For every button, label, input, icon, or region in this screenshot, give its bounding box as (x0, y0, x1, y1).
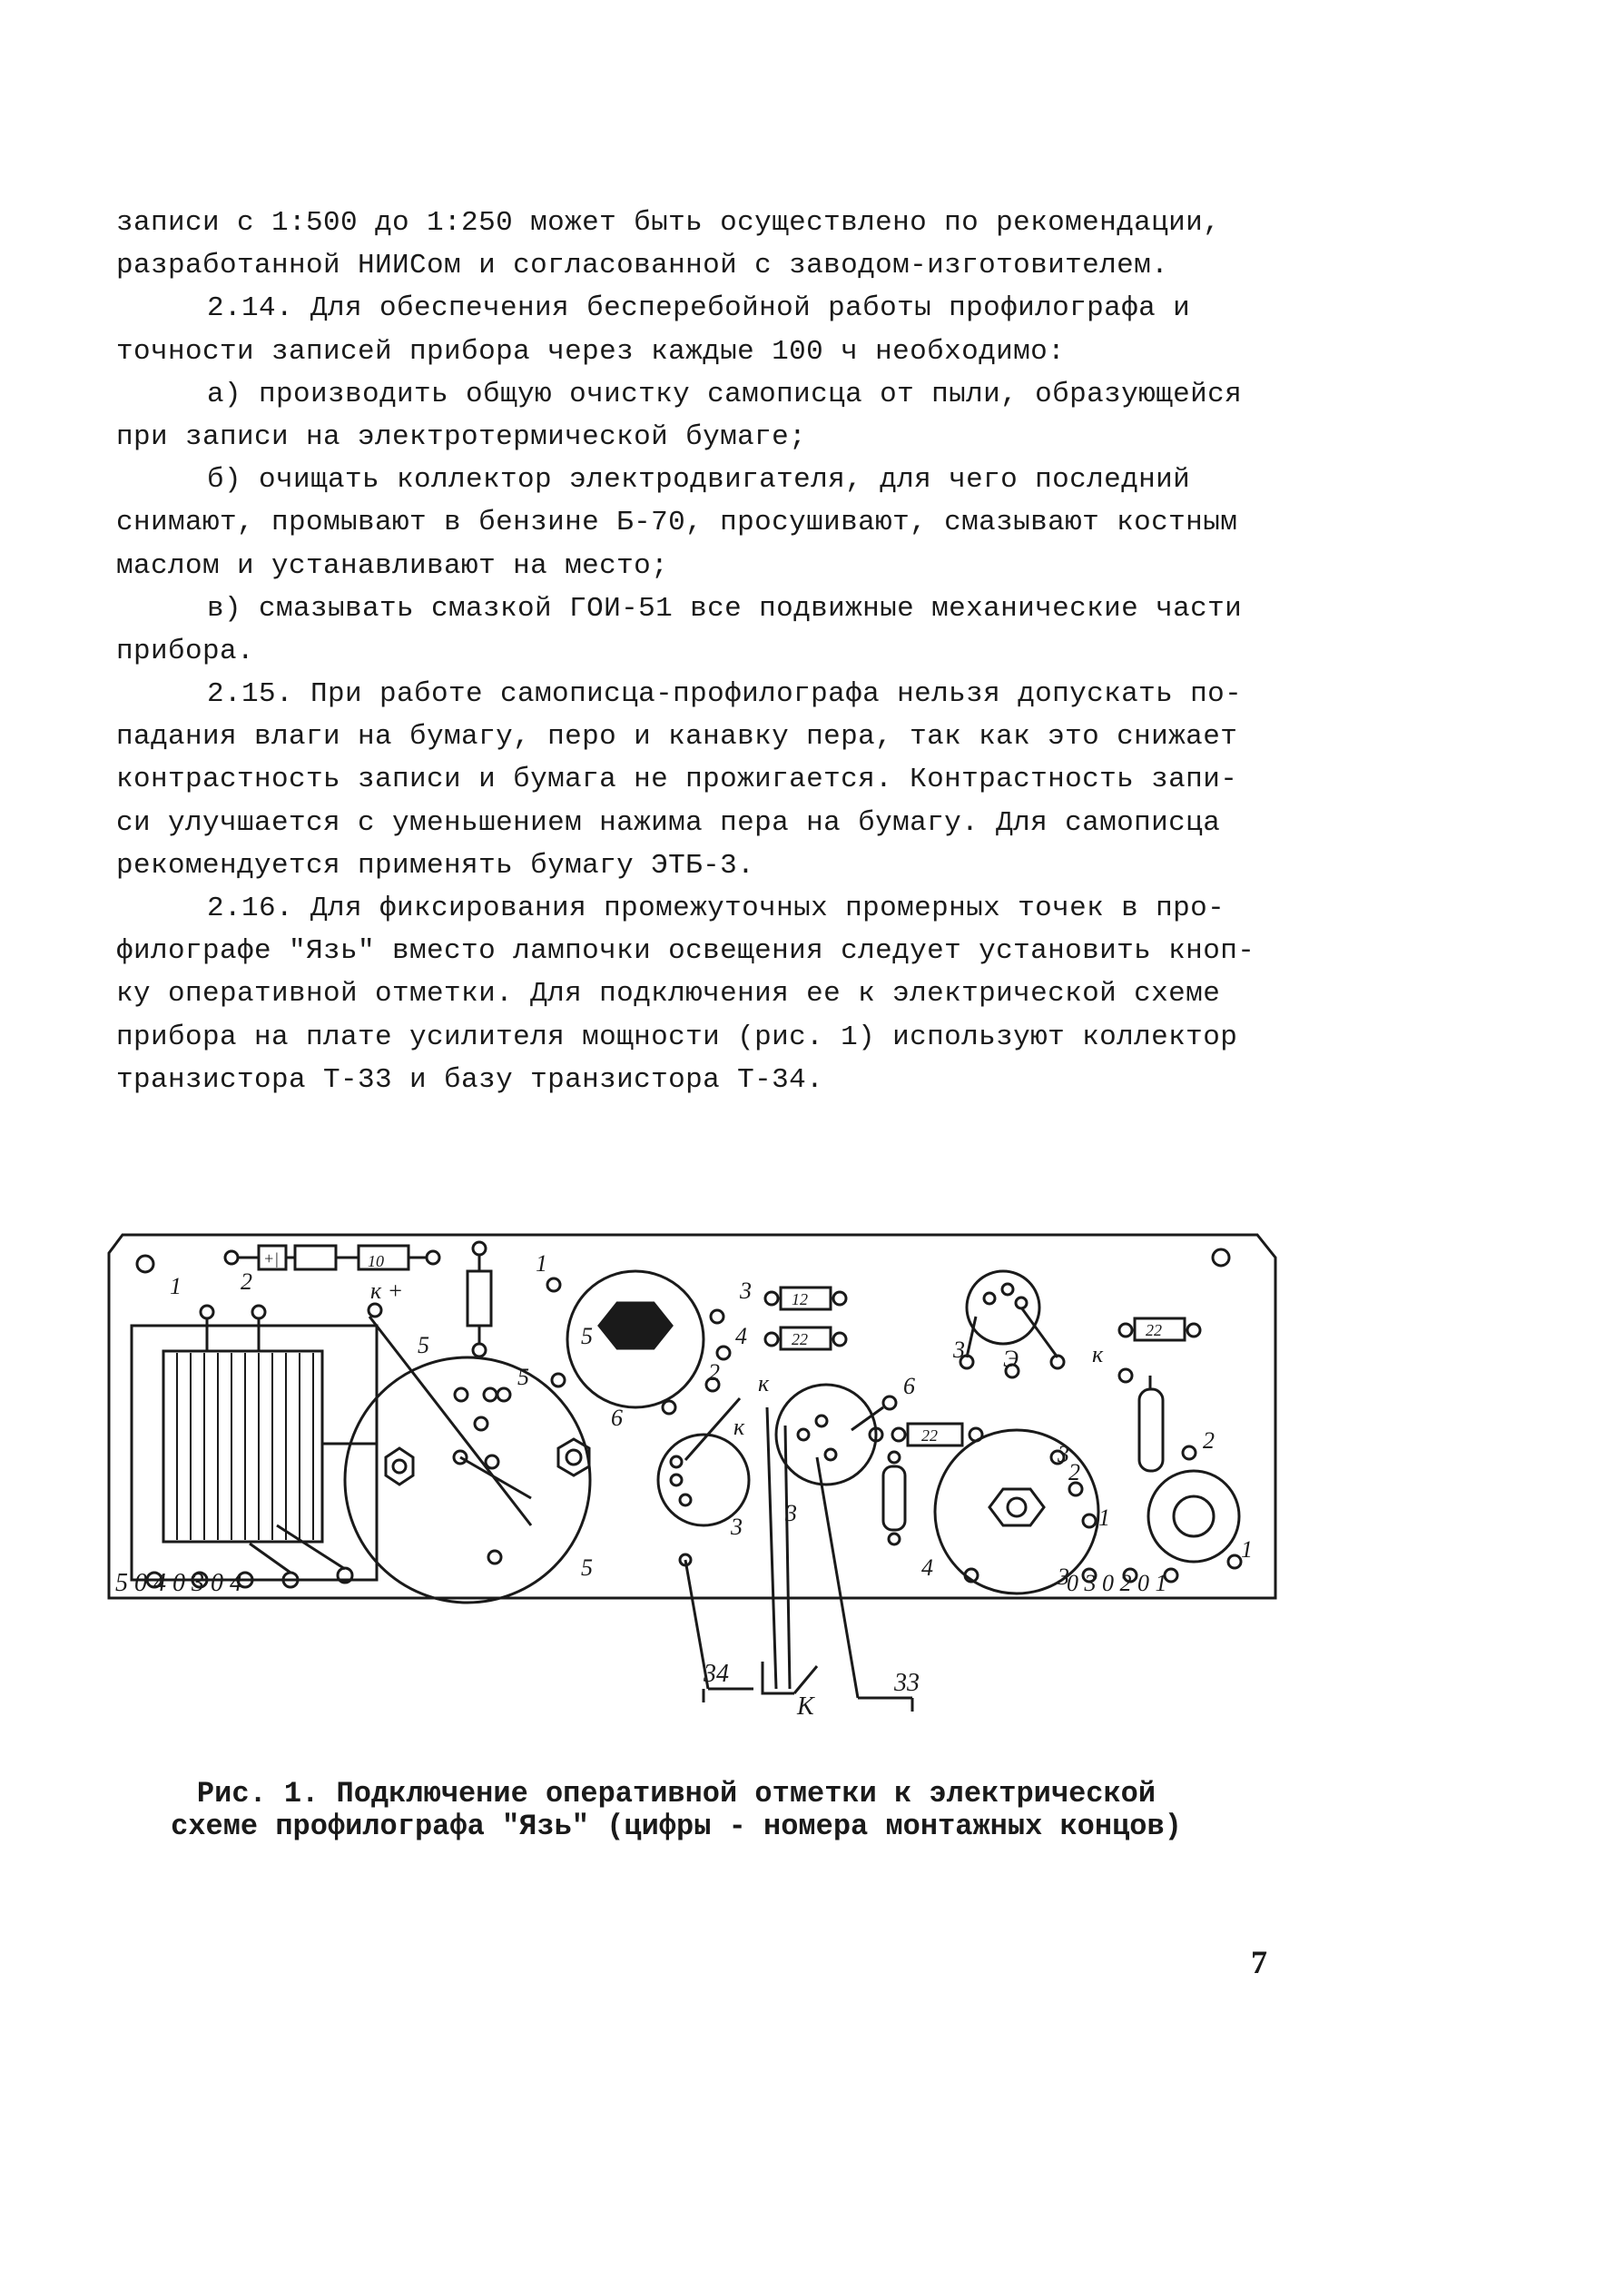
label: Э (1003, 1346, 1019, 1372)
text-line: записи с 1:500 до 1:250 может быть осуществлено по рекомендации, (116, 207, 1221, 239)
text-line: 2.14. Для обеспечения бесперебойной работы профилографа и (207, 292, 1191, 325)
label: 1 (536, 1250, 547, 1277)
resistor-label: 22 (792, 1330, 808, 1348)
wire-label-34: 34 (704, 1660, 729, 1688)
resistor-label: 22 (921, 1426, 938, 1445)
label: 3 (1058, 1441, 1069, 1467)
text-line: маслом и устанавливают на место; (116, 549, 669, 582)
text-line: снимают, промывают в бензине Б-70, просушивают, смазывают костным (116, 507, 1238, 539)
capacitor-large-2 (935, 1430, 1098, 1593)
resistor-vertical (468, 1271, 491, 1326)
label: 5 (418, 1332, 429, 1358)
nut-left (386, 1448, 413, 1485)
terminal-labels: 0 3 0 2 0 1 (1067, 1570, 1167, 1596)
text-line: 2.15. При работе самописца-профилографа нельзя допускать по- (207, 678, 1243, 711)
label: 2 (708, 1359, 720, 1386)
label: 1 (170, 1273, 182, 1299)
caption-line-1: Рис. 1. Подключение оперативной отметки к электрической (196, 1777, 1156, 1810)
resistor-label: 10 (368, 1252, 384, 1270)
label: 3 (785, 1500, 797, 1526)
capacitor (295, 1246, 336, 1269)
inductor (1139, 1389, 1163, 1471)
diode-label: +| (263, 1249, 280, 1268)
text-line: точности записей прибора через каждые 100 ч необходимо: (116, 335, 1066, 368)
label: к + (370, 1278, 404, 1304)
label: 4 (921, 1554, 933, 1581)
mount-hole (137, 1256, 153, 1272)
label: 6 (611, 1405, 623, 1431)
board-outline (109, 1235, 1275, 1598)
transistor-body (599, 1303, 672, 1348)
text-line: транзистора Т-33 и базу транзистора Т-34. (116, 1063, 824, 1096)
label: к (1092, 1341, 1104, 1367)
text-line: падания влаги на бумагу, перо и канавку пера, так как это снижает (116, 721, 1238, 754)
wire-label-33: 33 (894, 1669, 920, 1697)
resistor-label: 12 (792, 1290, 808, 1308)
text-line: б) очищать коллектор электродвигателя, для чего последний (207, 464, 1191, 497)
label: 3 (740, 1278, 752, 1304)
label: 6 (903, 1373, 915, 1399)
label: 5 (581, 1554, 593, 1581)
label: 2 (1203, 1427, 1215, 1454)
text-line: 2.16. Для фиксирования промежуточных промерных точек в про- (207, 893, 1225, 924)
nut-right (558, 1439, 589, 1475)
text-line: рекомендуется применять бумагу ЭТБ-3. (116, 849, 755, 882)
label: 3 (953, 1337, 965, 1363)
label: 2 (241, 1268, 252, 1295)
text-line: си улучшается с уменьшением нажима пера на бумагу. Для самописца (116, 806, 1221, 839)
transistor-top-right (967, 1271, 1039, 1344)
text-line: разработанной НИИСом и согласованной с заводом-изготовителем. (116, 250, 1169, 282)
label: 1 (1098, 1505, 1110, 1531)
label: 5 (517, 1364, 529, 1390)
text-line: в) смазывать смазкой ГОИ-51 все подвижные механические части (207, 592, 1243, 625)
pot-right (1148, 1471, 1239, 1562)
label: 1 (1241, 1536, 1253, 1563)
transformer-core (163, 1351, 322, 1542)
text-line: при записи на электротермической бумаге; (116, 420, 807, 453)
text-line: а) производить общую очистку самописца от пыли, образующейся (207, 378, 1243, 410)
key-label: К (797, 1692, 814, 1721)
figure-caption (109, 1778, 1244, 1843)
transistor-t33 (776, 1385, 876, 1485)
label: к (758, 1370, 770, 1396)
text-line: прибора. (116, 635, 255, 667)
nut-center (989, 1489, 1044, 1525)
mount-hole (1213, 1249, 1229, 1266)
label: 3 (1058, 1564, 1069, 1590)
text-line: прибора на плате усилителя мощности (рис. 1) используют коллектор (116, 1021, 1238, 1053)
circuit-board-diagram (104, 1217, 1284, 1725)
resistor-label: 22 (1146, 1321, 1162, 1339)
diode-vertical (883, 1466, 905, 1530)
caption-line-2: схеме профилографа "Язь" (цифры - номера монтажных концов) (171, 1810, 1182, 1843)
page-number: 7 (1251, 1944, 1267, 1980)
body-text (116, 202, 1324, 1101)
terminal-labels: 5 0 4 0 3 0 4 (115, 1569, 242, 1597)
text-line: ку оперативной отметки. Для подключения ее к электрической схеме (116, 978, 1221, 1011)
label: 4 (735, 1323, 747, 1349)
label: к (733, 1414, 745, 1440)
figure-circuit-board (104, 1217, 1284, 1730)
text-line: филографе "Язь" вместо лампочки освещения следует установить кноп- (116, 935, 1255, 968)
label: 5 (581, 1323, 593, 1349)
label: 3 (731, 1514, 743, 1540)
label: 2 (1068, 1459, 1080, 1485)
text-line: контрастность записи и бумага не прожигается. Контрастность запи- (116, 764, 1238, 796)
